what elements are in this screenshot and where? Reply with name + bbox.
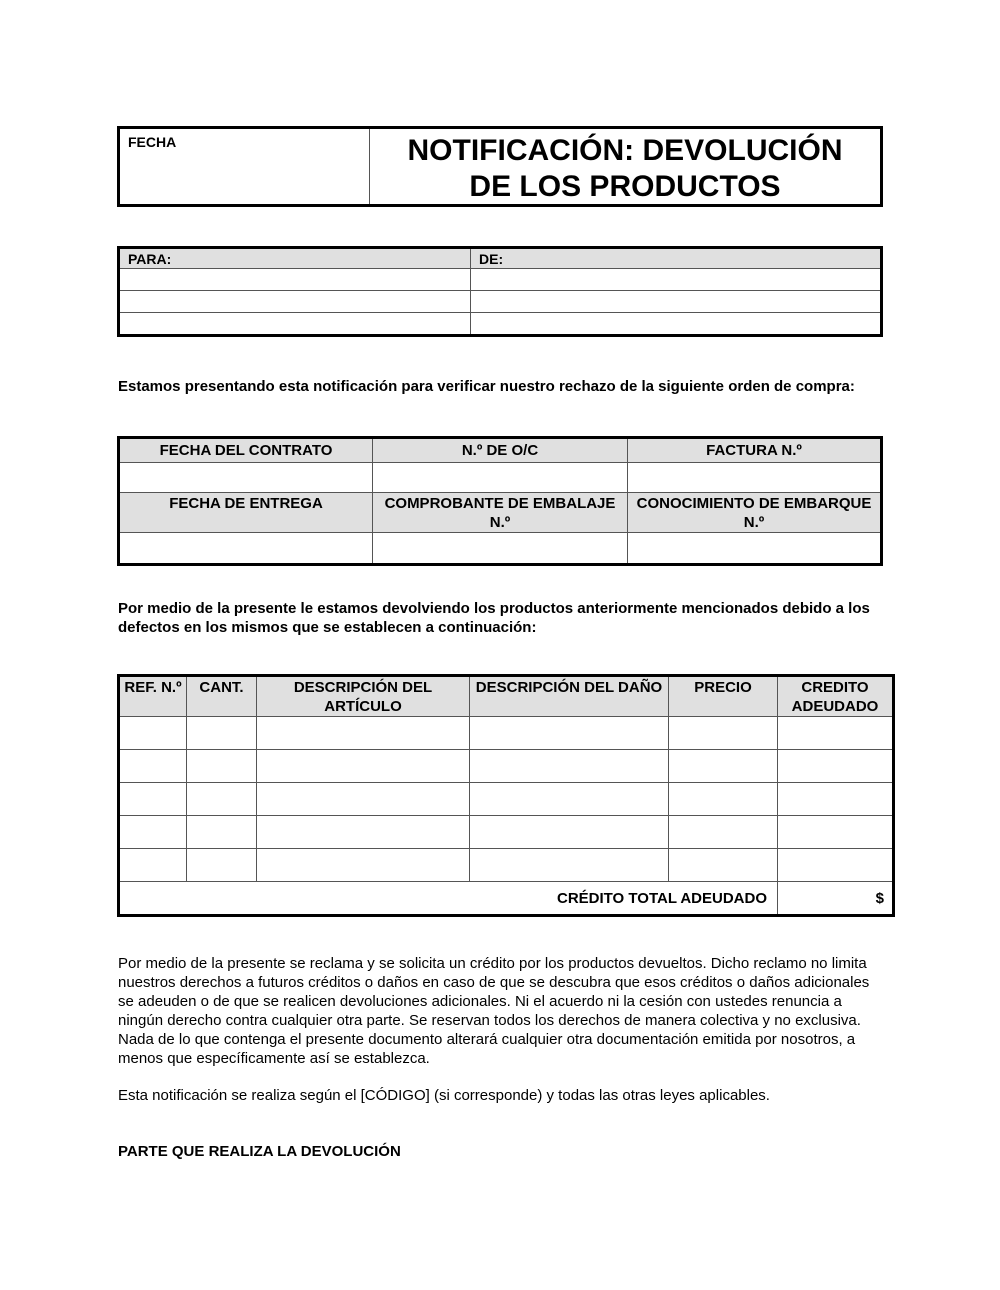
delivery-date-field[interactable]: [119, 533, 373, 565]
credit-due-header: CREDITO ADEUDADO: [778, 676, 894, 717]
table-row: [119, 849, 894, 882]
ref-cell[interactable]: [119, 717, 187, 750]
packing-slip-field[interactable]: [373, 533, 628, 565]
bill-of-lading-header: CONOCIMIENTO DE EMBARQUE N.º: [628, 493, 882, 533]
damage-description-cell[interactable]: [470, 816, 669, 849]
from-field-line-1[interactable]: [471, 269, 882, 291]
qty-cell[interactable]: [187, 717, 257, 750]
law-text: Esta notificación se realiza según el [CÓDIGO] (si corresponde) y todas las otras leyes aplicables.: [118, 1087, 770, 1104]
credit-cell[interactable]: [778, 750, 894, 783]
total-credit-label: CRÉDITO TOTAL ADEUDADO: [119, 882, 778, 916]
damage-description-cell[interactable]: [470, 783, 669, 816]
packing-slip-header: COMPROBANTE DE EMBALAJE N.º: [373, 493, 628, 533]
price-cell[interactable]: [669, 717, 778, 750]
ref-cell[interactable]: [119, 750, 187, 783]
bill-of-lading-field[interactable]: [628, 533, 882, 565]
date-label: FECHA: [128, 134, 177, 150]
po-number-header: N.º DE O/C: [373, 438, 628, 463]
table-row: [119, 816, 894, 849]
price-header: PRECIO: [669, 676, 778, 717]
invoice-number-header: FACTURA N.º: [628, 438, 882, 463]
price-cell[interactable]: [669, 849, 778, 882]
credit-cell[interactable]: [778, 783, 894, 816]
qty-cell[interactable]: [187, 750, 257, 783]
from-label: DE:: [471, 248, 882, 269]
date-field[interactable]: [120, 129, 370, 204]
item-description-cell[interactable]: [257, 849, 470, 882]
table-row: [119, 783, 894, 816]
price-cell[interactable]: [669, 750, 778, 783]
table-row: [119, 717, 894, 750]
intro-text: Estamos presentando esta notificación para verificar nuestro rechazo de la siguiente orden de compra:: [118, 378, 855, 395]
total-credit-value[interactable]: $: [778, 882, 894, 916]
title-line-2: DE LOS PRODUCTOS: [469, 170, 781, 203]
item-description-cell[interactable]: [257, 816, 470, 849]
ref-cell[interactable]: [119, 816, 187, 849]
damage-description-cell[interactable]: [470, 849, 669, 882]
items-table: [117, 674, 895, 917]
title-box: [117, 126, 883, 207]
qty-cell[interactable]: [187, 783, 257, 816]
damage-description-cell[interactable]: [470, 717, 669, 750]
damage-description-cell[interactable]: [470, 750, 669, 783]
delivery-date-header: FECHA DE ENTREGA: [119, 493, 373, 533]
purchase-order-table: [117, 436, 883, 566]
parties-table: [117, 246, 883, 337]
contract-date-header: FECHA DEL CONTRATO: [119, 438, 373, 463]
ref-cell[interactable]: [119, 849, 187, 882]
price-cell[interactable]: [669, 816, 778, 849]
ref-cell[interactable]: [119, 783, 187, 816]
credit-cell[interactable]: [778, 849, 894, 882]
item-description-cell[interactable]: [257, 750, 470, 783]
item-description-cell[interactable]: [257, 717, 470, 750]
item-description-cell[interactable]: [257, 783, 470, 816]
to-field-line-1[interactable]: [119, 269, 471, 291]
qty-cell[interactable]: [187, 816, 257, 849]
invoice-number-field[interactable]: [628, 463, 882, 493]
po-number-field[interactable]: [373, 463, 628, 493]
ref-header: REF. N.º: [119, 676, 187, 717]
claim-text: Por medio de la presente se reclama y se solicita un crédito por los productos devueltos. Dicho reclamo no limita nuestros derechos a futuros créditos o daños en caso de que se descubra que esos créditos o daños adicionales se adeuden o de que se realicen devoluciones adicionales. Ni el acuerdo ni la cesión con ustedes renuncia a ningún derecho contra cualquier otra parte. Se reservan todos los derechos de manera colectiva y no exclusiva. Nada de lo que contenga el presente documento alterará cualquier otra documentación emitida por nosotros, a menos que específicamente así se establezca.: [118, 955, 870, 1067]
total-row: [119, 882, 894, 916]
from-field-line-3[interactable]: [471, 313, 882, 336]
defects-text: Por medio de la presente le estamos devolviendo los productos anteriormente mencionados debido a los defectos en los mismos que se establecen a continuación:: [118, 600, 870, 636]
signature-label: PARTE QUE REALIZA LA DEVOLUCIÓN: [118, 1143, 401, 1160]
page-title: [370, 129, 880, 204]
title-line-1: NOTIFICACIÓN: DEVOLUCIÓN: [407, 134, 843, 167]
price-cell[interactable]: [669, 783, 778, 816]
table-row: [119, 750, 894, 783]
to-label: PARA:: [119, 248, 471, 269]
to-field-line-3[interactable]: [119, 313, 471, 336]
qty-header: CANT.: [187, 676, 257, 717]
credit-cell[interactable]: [778, 816, 894, 849]
damage-description-header: DESCRIPCIÓN DEL DAÑO: [470, 676, 669, 717]
qty-cell[interactable]: [187, 849, 257, 882]
contract-date-field[interactable]: [119, 463, 373, 493]
to-field-line-2[interactable]: [119, 291, 471, 313]
item-description-header: DESCRIPCIÓN DEL ARTÍCULO: [257, 676, 470, 717]
credit-cell[interactable]: [778, 717, 894, 750]
from-field-line-2[interactable]: [471, 291, 882, 313]
